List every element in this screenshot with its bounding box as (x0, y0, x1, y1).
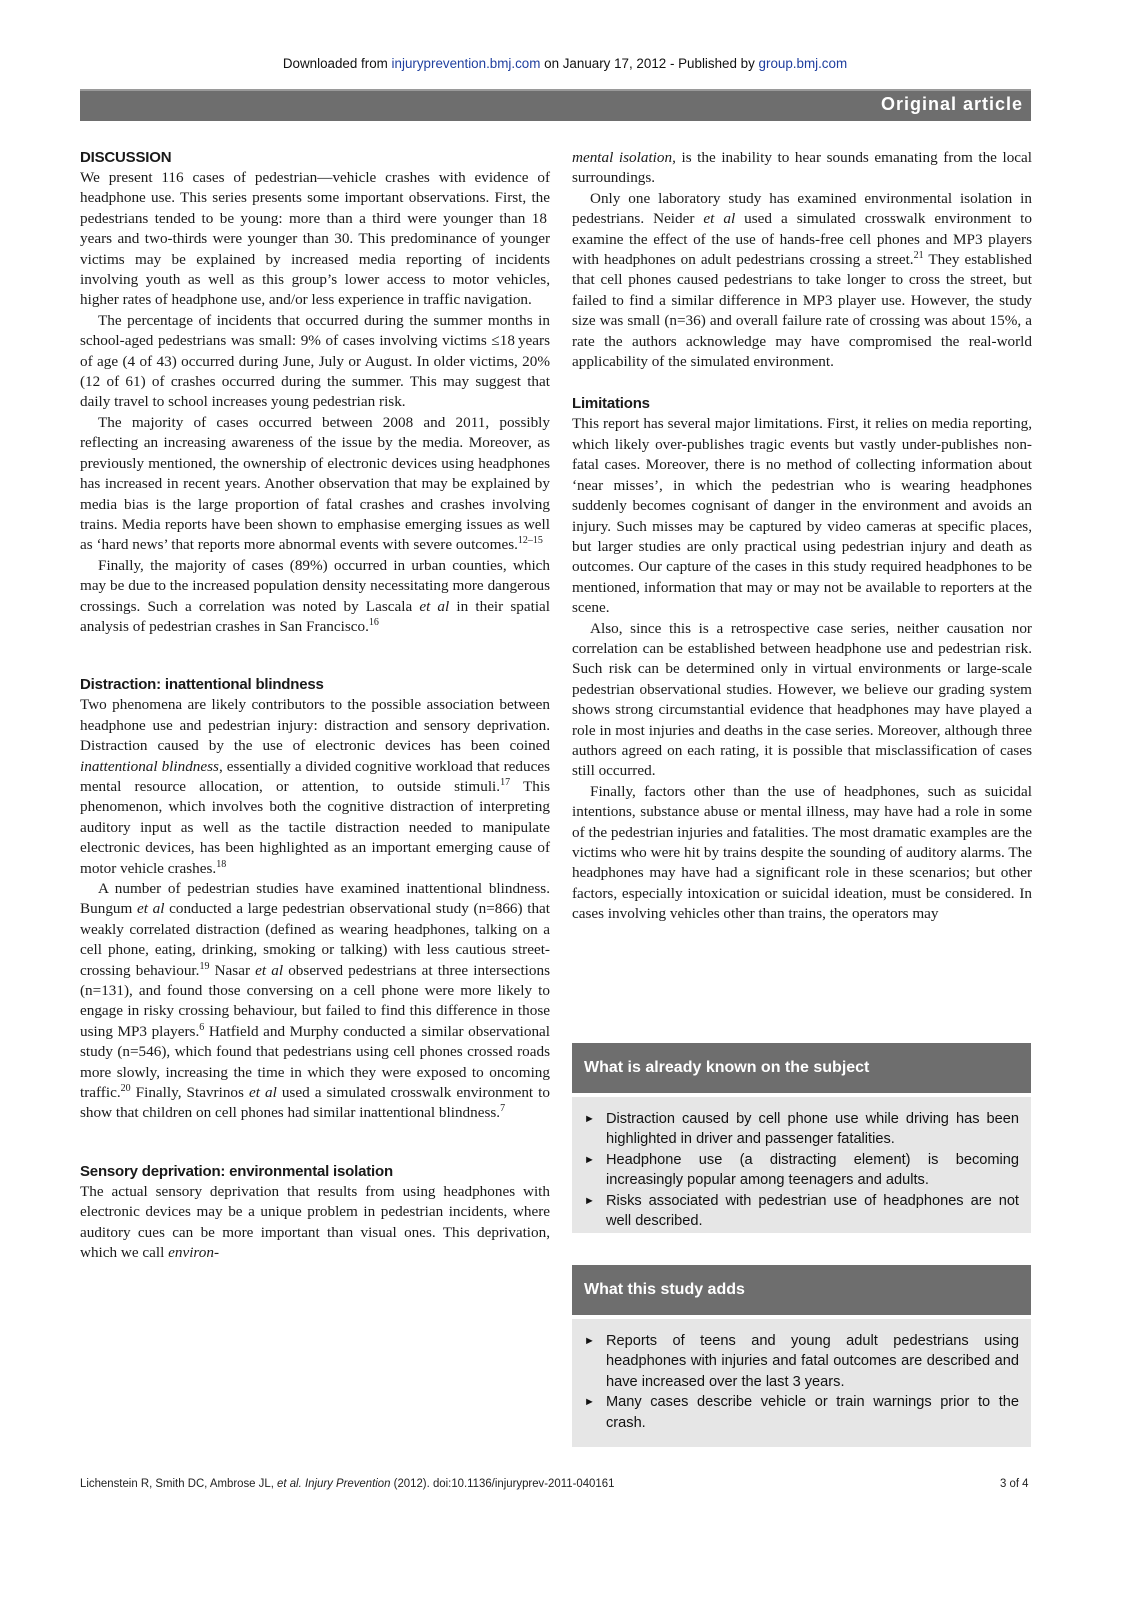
triangle-bullet-icon: ► (584, 1153, 595, 1166)
sensory-paragraph-1-continued: mental isolation, is the inability to hear sounds emanating from the local surroundings. (572, 149, 1033, 187)
citation-ref[interactable]: 20 (120, 1083, 131, 1095)
page-footer (80, 1476, 1029, 1490)
journal-site-link[interactable]: injuryprevention.bmj.com (391, 56, 541, 71)
group-site-link[interactable]: group.bmj.com (758, 56, 848, 71)
download-prefix: Downloaded from (282, 56, 392, 71)
limitations-paragraph-2: Also, since this is a retrospective case series, neither causation nor correlation can be established between headphone use and pedestrian risk. Such risk can be determined only in virtual environments or large-scale pedestrian observational studies. However, we believe our grading system shows strong circumstantial evidence that headphones may have played a role in most injuries and deaths in the case series. Moreover, although three authors agreed on each rating, it is possible that misclassification of cases still occurred. (572, 619, 1032, 780)
list-item: ► Reports of teens and young adult pedestrians using headphones with injuries and fatal outcomes are described and have increased over the last 3 years. (584, 1333, 1019, 1390)
citation-ref[interactable]: 16 (368, 616, 379, 628)
triangle-bullet-icon: ► (584, 1335, 595, 1347)
discussion-paragraph-3: The majority of cases occurred between 2008 and 2011, possibly reflecting an increasing awareness of the issue by the media. Moreover, as previously mentioned, the ownership of electronic devices using headphones has increased in recent years. Another observation that may be explained by media bias is the large proportion of fatal crashes and crashes involving trains. Media reports have been shown to emphasise emerging issues as well as ‘hard news’ that reports more abnormal events with severe outcomes.$^{12-15}$ (80, 413, 550, 554)
sensory-paragraph-2: Only one laboratory study has examined environmental isolation in pedestrians. Neider et al used a simulated crosswalk environment to examine the effect of the use of hands-free cell phones and MP3 players with headphones on adult pedestrians crossing a street.$^{21}$ They established that cell phones caused pedestrians to take longer to cross the street, but failed to find a similar difference in MP3 player use. However, the study size was small (n=36) and overall failure rate of crossing was about 15%, a rate the authors acknowledge may have compromised the real-world applicability of the simulated environment. (572, 189, 1032, 371)
citation-ref[interactable]: 17 (500, 776, 511, 788)
triangle-bullet-icon: ► (584, 1113, 595, 1125)
article-header-bar (80, 89, 1031, 121)
distraction-paragraph-2: A number of pedestrian studies have examined inattentional blindness. Bungum et al conducted a large pedestrian observational study (n=866) that weakly correlated distraction (defined as wearing headphones, talking on a cell phone, eating, drinking, smoking or talking) with less cautious street-crossing behaviour.$^{19}$ Nasar et al observed pedestrians at three intersections (n=131), and found those conversing on a cell phone were more likely to engage in risky crossing behaviour, but failed to find this difference in those using MP3 players.$^6$ Hatfield and Murphy conducted a similar observational study (n=546), which found that pedestrians using cell phones crossed roads more slowly, increasing the time in which they were exposed to oncoming traffic.$^{20}$ Finally, Stavrinos et al used a simulated crosswalk environment to show that children on cell phones had similar inattentional blindness.$^7$ (80, 880, 551, 1122)
discussion-paragraph-1: We present 116 cases of pedestrian—vehicle crashes with evidence of headphone use. This series presents some important observations. First, the pedestrians tended to be young: more than a third were younger than 18 years and two-thirds were younger than 30. This predominance of younger victims may be explained by increased media reporting of incidents involving youth as well as this group’s lower access to motor vehicles, higher rates of headphone use, and/or less experience in traffic navigation. (80, 169, 550, 309)
citation-ref[interactable]: 21 (913, 250, 924, 262)
distraction-paragraph-1: Two phenomena are likely contributors to the possible association between headphone use and pedestrian injury: distraction and sensory deprivation. Distraction caused by the use of electronic devices has been coined inattentional blindness, essentially a divided cognitive workload that reduces mental resource allocation, or attention, to outside stimuli.$^{17}$ This phenomenon, which involves both the cognitive distraction of interpreting auditory input as well as the tactile distraction needed to manipulate electronic devices, has been highlighted as an important emerging cause of motor vehicle crashes.$^{18}$ (80, 696, 550, 877)
download-notice (0, 56, 1130, 71)
sensory-paragraph-1: The actual sensory deprivation that results from using headphones with electronic devices may be a unique problem in pedestrian incidents, where auditory cues can be more important than visual ones. This deprivation, which we call environ- (80, 1182, 550, 1262)
triangle-bullet-icon: ► (584, 1194, 595, 1207)
citation-ref[interactable]: 12–15 (517, 535, 543, 547)
list-item: ► Many cases describe vehicle or train warnings prior to the crash. (584, 1394, 1019, 1431)
limitations-paragraph-3: Finally, factors other than the use of headphones, such as suicidal intentions, substance abuse or mental illness, may have had a role in some of the pedestrian injuries and fatalities. The most dramatic examples are the victims who were hit by trains despite the sounding of auditory alarms. The headphones may have had a significant role in these scenarios; but other factors, especially intoxication or suicidal ideation, must be considered. In cases involving vehicles other than trains, the operators may (572, 782, 1032, 923)
citation-ref[interactable]: 6 (199, 1021, 205, 1033)
citation-ref[interactable]: 7 (500, 1103, 506, 1115)
known-list (572, 1097, 1031, 1245)
known-box-title: What is already known on the subject (572, 1043, 1031, 1097)
citation-ref[interactable]: 18 (216, 858, 227, 870)
adds-box-title: What this study adds (572, 1265, 1031, 1319)
list-item: ► Headphone use (a distracting element) is becoming increasingly popular among teenagers and adults. (584, 1151, 1019, 1189)
page-number: 3 of 4 (999, 1476, 1029, 1490)
sensory-heading: Sensory deprivation: environmental isolation (80, 1162, 393, 1180)
right-column (572, 148, 1032, 925)
list-item: ► Risks associated with pedestrian use of headphones are not well described. (584, 1192, 1019, 1230)
discussion-paragraph-4: Finally, the majority of cases (89%) occurred in urban counties, which may be due to the increased population density necessitating more dangerous crossings. Such a correlation was noted by Lascala et al in their spatial analysis of pedestrian crashes in San Francisco.$^{16}$ (80, 556, 551, 635)
study-adds-box (572, 1265, 1031, 1447)
distraction-heading: Distraction: inattentional blindness (80, 676, 324, 694)
section-label: Original article (880, 94, 1023, 114)
known-on-subject-box (572, 1043, 1031, 1233)
citation-ref[interactable]: 19 (199, 960, 210, 972)
limitations-heading: Limitations (572, 395, 650, 413)
limitations-paragraph-1: This report has several major limitations. First, it relies on media reporting, which likely over-publishes tragic events but vastly under-publishes non-fatal cases. Moreover, there is no method of collecting information about ‘near misses’, in which the pedestrian who is wearing headphones suddenly becomes cognisant of danger in the environment and avoids an injury. Such misses may be captured by video cameras at specific places, but larger studies are only practical using pedestrian injury and death as outcomes. Our capture of the cases in this study required headphones to be mentioned, information that may or may not be available to reporters at the scene. (572, 415, 1032, 617)
download-middle: on January 17, 2012 - Published by (540, 56, 759, 71)
discussion-paragraph-2: The percentage of incidents that occurred during the summer months in school-aged pedestrians was small: 9% of cases involving victims ≤18 years of age (4 of 43) occurred during June, July or August. In older victims, 20% (12 of 61) of crashes occurred during the summer. This may suggest that daily travel to school increases young pedestrian risk. (80, 311, 550, 411)
discussion-heading: DISCUSSION (80, 149, 172, 166)
adds-list (572, 1319, 1031, 1447)
list-item: ► Distraction caused by cell phone use while driving has been highlighted in driver and passenger fatalities. (584, 1111, 1019, 1148)
triangle-bullet-icon: ► (584, 1396, 595, 1409)
left-column (80, 148, 550, 1264)
footer-citation: Lichenstein R, Smith DC, Ambrose JL, et al. Injury Prevention (2012). doi:10.1136/injuryprev-2011-040161 (80, 1476, 615, 1490)
